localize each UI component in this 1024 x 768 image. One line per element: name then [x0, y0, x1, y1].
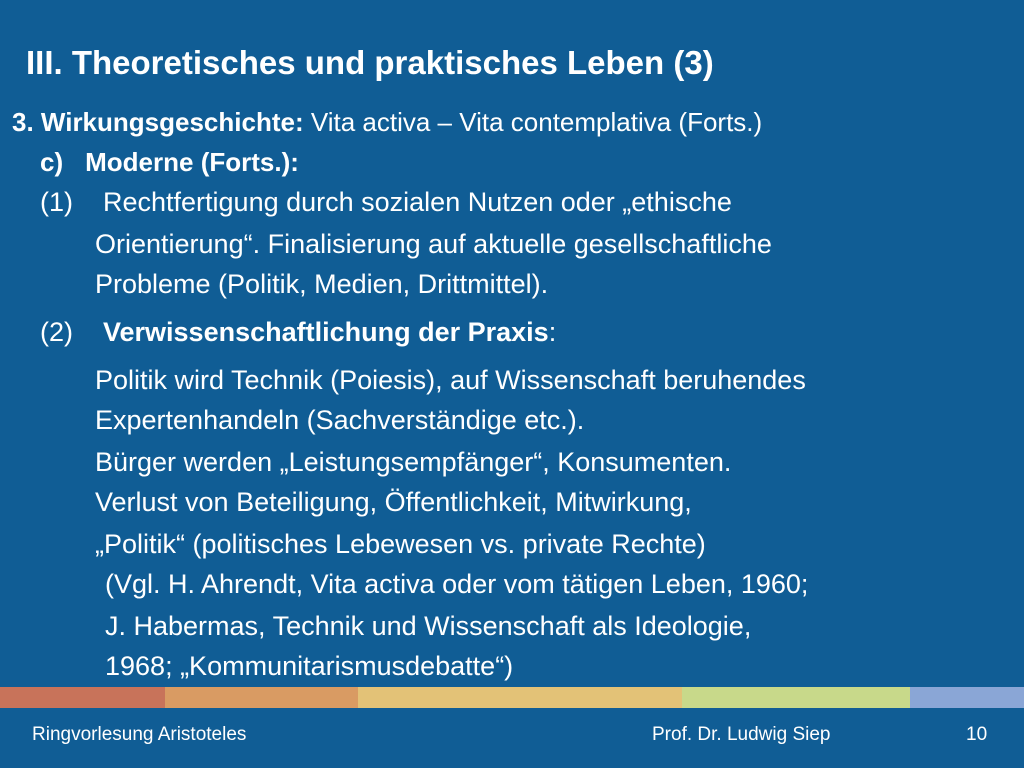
- item-2-line: Expertenhandeln (Sachverständige etc.).: [95, 405, 585, 435]
- item-1-line: Orientierung“. Finalisierung auf aktuelle gesellschaftliche: [95, 229, 772, 259]
- color-stripe: [0, 687, 1024, 708]
- footer-page-number: 10: [966, 724, 988, 745]
- section-heading-text: Vita activa – Vita contemplativa (Forts.): [303, 107, 763, 137]
- section-heading: [12, 106, 762, 138]
- sub-heading-text: Moderne (Forts.):: [85, 147, 299, 177]
- item-2-line: „Politik“ (politisches Lebewesen vs. private Rechte): [95, 529, 706, 559]
- item-2-label: Verwissenschaftlichung der Praxis: [103, 317, 549, 347]
- reference-line: (Vgl. H. Ahrendt, Vita activa oder vom tätigen Leben, 1960;: [105, 569, 809, 599]
- item-1-line: Rechtfertigung durch sozialen Nutzen oder „ethische: [103, 187, 732, 217]
- section-heading-label: 3. Wirkungsgeschichte:: [12, 107, 304, 137]
- footer-author: Prof. Dr. Ludwig Siep: [652, 724, 831, 745]
- footer-course: Ringvorlesung Aristoteles: [32, 724, 247, 745]
- item-2-line: Verlust von Beteiligung, Öffentlichkeit, Mitwirkung,: [95, 487, 692, 517]
- stripe-segment: [165, 687, 358, 708]
- stripe-segment: [682, 687, 910, 708]
- slide-title: III. Theoretisches und praktisches Leben (3): [26, 44, 714, 81]
- item-2-heading: [103, 316, 556, 348]
- stripe-segment: [0, 687, 165, 708]
- reference-line: 1968; „Kommunitarismusdebatte“): [105, 651, 514, 681]
- item-1-marker: (1): [40, 187, 73, 217]
- item-2-colon: :: [548, 317, 557, 347]
- item-2-line: Bürger werden „Leistungsempfänger“, Konsumenten.: [95, 447, 732, 477]
- sub-heading: [40, 146, 299, 178]
- item-2-line: Politik wird Technik (Poiesis), auf Wissenschaft beruhendes: [95, 365, 806, 395]
- item-2-marker: (2): [40, 317, 73, 347]
- reference-line: J. Habermas, Technik und Wissenschaft als Ideologie,: [105, 611, 752, 641]
- stripe-segment: [910, 687, 1024, 708]
- sub-heading-marker: c): [40, 147, 64, 177]
- stripe-segment: [358, 687, 682, 708]
- item-1-line: Probleme (Politik, Medien, Drittmittel).: [95, 269, 549, 299]
